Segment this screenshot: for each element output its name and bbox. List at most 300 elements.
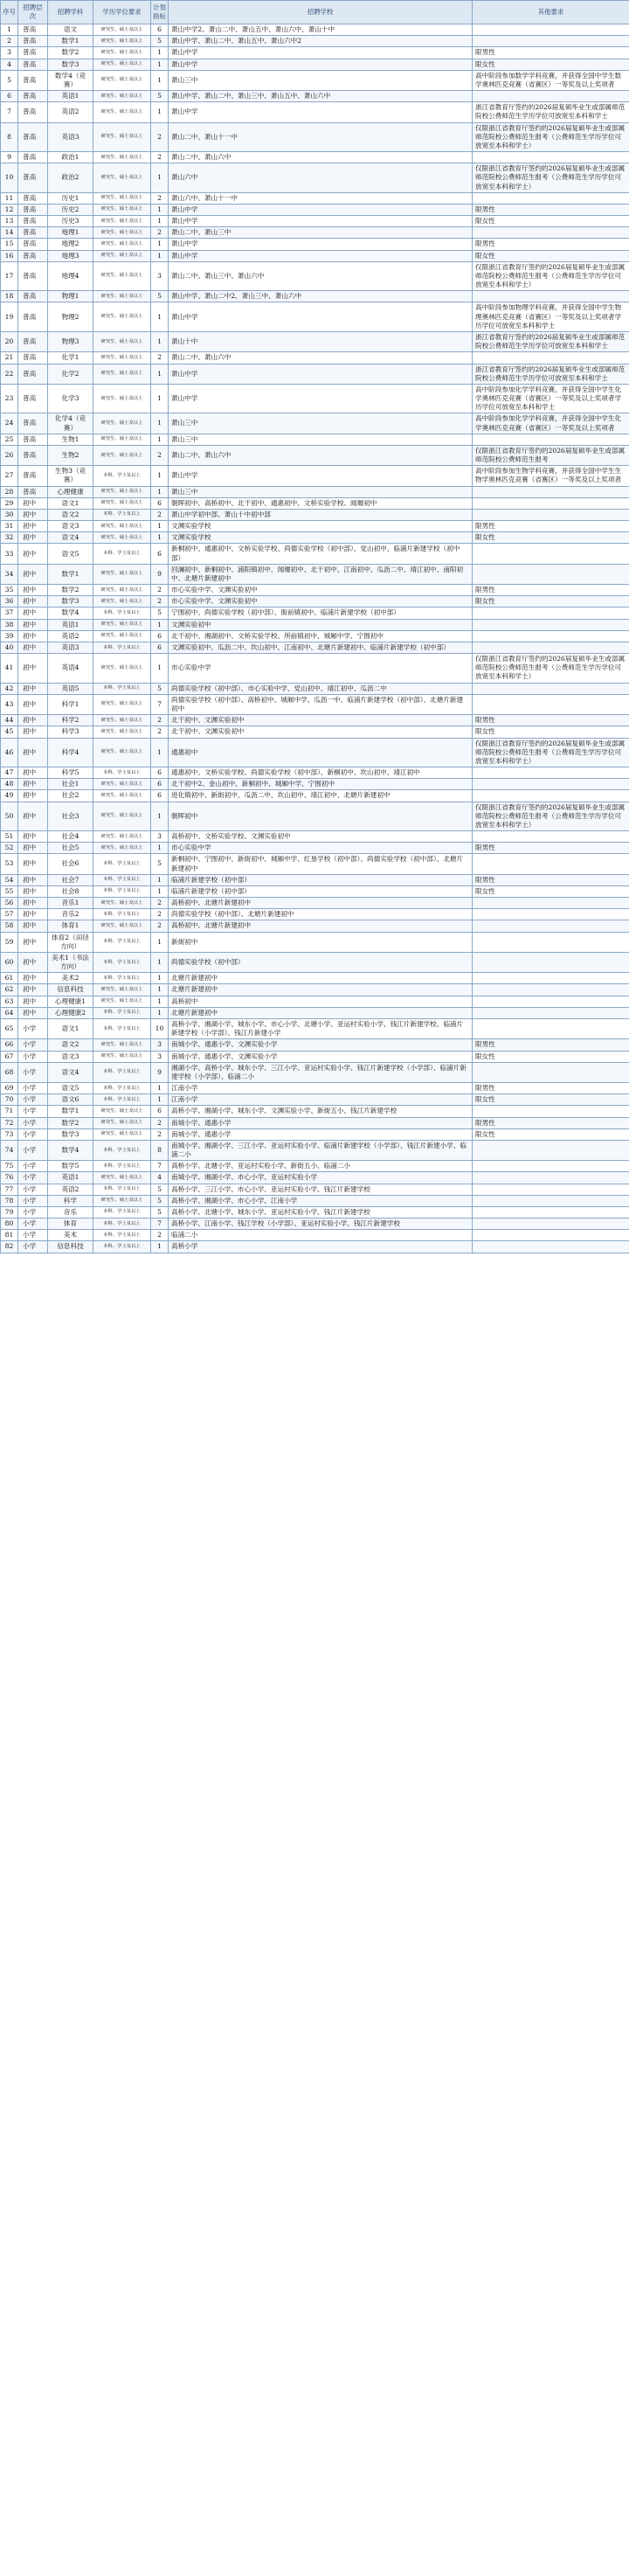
row-school: 尚德实验学校（初中部）、市心实验中学、党山初中、靖江初中、瓜沥二中: [169, 683, 473, 694]
row-subject: 社会8: [48, 885, 93, 897]
table-row: [1, 163, 629, 193]
row-education: 研究生、硕士及以上: [93, 843, 151, 854]
row-level: 普高: [18, 445, 48, 465]
row-count: 1: [151, 654, 169, 684]
header-subject: 招聘学科: [48, 1, 93, 24]
row-school: 萧山中学: [169, 47, 473, 59]
row-education: 研究生、硕士及以上: [93, 790, 151, 802]
row-education: 本科、学士及以上: [93, 683, 151, 694]
row-count: 2: [151, 898, 169, 909]
row-count: 3: [151, 1051, 169, 1062]
row-education: 研究生、硕士及以上: [93, 227, 151, 239]
row-requirements: [473, 1161, 629, 1172]
row-education: 本科、学士及以上: [93, 854, 151, 874]
row-school: 文渊实验初中: [169, 619, 473, 630]
row-education: 研究生、硕士及以上: [93, 122, 151, 152]
row-school: 萧山中学: [169, 250, 473, 261]
row-school: 文渊实验初中、瓜沥二中、坎山初中、江南初中、北塘片新建初中、临浦片新建学校（初中部）: [169, 642, 473, 653]
row-number: 27: [1, 466, 18, 486]
row-number: 23: [1, 384, 18, 413]
row-subject: 社会4: [48, 831, 93, 843]
row-school: 市心实验中学、文渊实验初中: [169, 585, 473, 596]
row-school: 南城小学、湘湖小学、三江小学、亚运村实验小学、临浦片新建学校（小学部）、钱江片新建小学、临浦二小: [169, 1140, 473, 1160]
row-count: 5: [151, 291, 169, 302]
row-subject: 英语2: [48, 630, 93, 642]
table-row: [1, 1117, 629, 1128]
row-education: 研究生、硕士及以上: [93, 152, 151, 163]
row-education: 本科、学士及以上: [93, 544, 151, 564]
row-count: 2: [151, 726, 169, 738]
row-subject: 语文1: [48, 497, 93, 509]
row-number: 30: [1, 509, 18, 520]
row-school: 萧山十中: [169, 331, 473, 351]
row-subject: 心理健康: [48, 486, 93, 497]
row-education: 本科、学士及以上: [93, 1007, 151, 1018]
row-count: 2: [151, 509, 169, 520]
row-subject: 数学4: [48, 608, 93, 619]
row-number: 44: [1, 715, 18, 726]
row-subject: 数学5: [48, 1161, 93, 1172]
row-education: 研究生、硕士及以上: [93, 302, 151, 332]
row-requirements: [473, 152, 629, 163]
row-requirements: 限男性: [473, 585, 629, 596]
row-requirements: [473, 227, 629, 239]
row-requirements: 限女性: [473, 1128, 629, 1140]
row-count: 2: [151, 909, 169, 920]
table-row: [1, 984, 629, 996]
row-count: 1: [151, 619, 169, 630]
row-subject: 语文5: [48, 1083, 93, 1094]
row-level: 普高: [18, 59, 48, 70]
table-row: [1, 434, 629, 445]
row-number: 63: [1, 996, 18, 1007]
row-number: 5: [1, 70, 18, 90]
table-row: [1, 952, 629, 972]
row-subject: 心理健康2: [48, 1007, 93, 1018]
row-requirements: [473, 642, 629, 653]
row-count: 6: [151, 779, 169, 790]
row-school: 高桥初中: [169, 996, 473, 1007]
row-requirements: 限男性: [473, 47, 629, 59]
table-row: [1, 630, 629, 642]
row-level: 初中: [18, 767, 48, 779]
table-body: [1, 24, 629, 1253]
table-row: [1, 364, 629, 384]
row-count: 1: [151, 47, 169, 59]
row-level: 普高: [18, 364, 48, 384]
row-number: 42: [1, 683, 18, 694]
table-row: [1, 973, 629, 984]
row-level: 普高: [18, 47, 48, 59]
table-row: [1, 544, 629, 564]
row-requirements: [473, 497, 629, 509]
row-education: 研究生、硕士及以上: [93, 331, 151, 351]
row-count: 7: [151, 1161, 169, 1172]
row-requirements: [473, 1206, 629, 1218]
row-education: 研究生、硕士及以上: [93, 70, 151, 90]
row-education: 研究生、硕士及以上: [93, 413, 151, 434]
row-number: 28: [1, 486, 18, 497]
row-count: 5: [151, 683, 169, 694]
row-number: 64: [1, 1007, 18, 1018]
table-row: [1, 352, 629, 364]
row-number: 20: [1, 331, 18, 351]
row-subject: 数学2: [48, 47, 93, 59]
table-row: [1, 920, 629, 932]
row-number: 65: [1, 1018, 18, 1038]
row-level: 初中: [18, 738, 48, 767]
row-subject: 英语3: [48, 642, 93, 653]
row-school: 南城小学、湘湖小学、市心小学、亚运村实验小学: [169, 1172, 473, 1184]
row-education: 本科、学士及以上: [93, 1062, 151, 1082]
row-subject: 物理3: [48, 331, 93, 351]
row-school: 萧山中学: [169, 216, 473, 227]
row-level: 初中: [18, 996, 48, 1007]
row-count: 6: [151, 544, 169, 564]
table-row: [1, 1039, 629, 1051]
row-level: 普高: [18, 204, 48, 215]
row-subject: 社会7: [48, 874, 93, 885]
row-school: 朝晖初中、高桥初中、北干初中、通惠初中、文桥实验学校、闻堰初中: [169, 497, 473, 509]
row-school: 高桥小学: [169, 1241, 473, 1253]
row-education: 研究生、硕士及以上: [93, 1051, 151, 1062]
row-level: 初中: [18, 726, 48, 738]
row-school: 萧山中学、萧山二中、萧山三中、萧山五中、萧山六中: [169, 91, 473, 102]
row-requirements: [473, 984, 629, 996]
row-school: 萧山中学2、萧山二中、萧山五中、萧山六中、萧山十中: [169, 24, 473, 36]
row-school: 宁围初中、尚德实验学校（初中部）、衙前镇初中、临浦片新建学校（初中部）: [169, 608, 473, 619]
row-school: 北干初中、文渊实验初中: [169, 726, 473, 738]
row-education: 研究生、硕士及以上: [93, 1106, 151, 1117]
row-subject: 英语1: [48, 1172, 93, 1184]
row-level: 初中: [18, 885, 48, 897]
row-requirements: 限男性: [473, 239, 629, 250]
row-count: 1: [151, 885, 169, 897]
row-level: 初中: [18, 509, 48, 520]
row-subject: 科学3: [48, 726, 93, 738]
row-education: 研究生、硕士及以上: [93, 585, 151, 596]
row-number: 24: [1, 413, 18, 434]
row-subject: 语文2: [48, 1039, 93, 1051]
row-subject: 语文: [48, 24, 93, 36]
table-row: [1, 1083, 629, 1094]
row-education: 本科、学士及以上: [93, 466, 151, 486]
row-school: 萧山中学: [169, 302, 473, 332]
row-level: 初中: [18, 874, 48, 885]
row-education: 研究生、硕士及以上: [93, 497, 151, 509]
row-number: 9: [1, 152, 18, 163]
row-level: 初中: [18, 909, 48, 920]
row-level: 小学: [18, 1051, 48, 1062]
table-row: [1, 331, 629, 351]
row-number: 16: [1, 250, 18, 261]
table-row: [1, 250, 629, 261]
row-education: 本科、学士及以上: [93, 1161, 151, 1172]
row-subject: 语文4: [48, 1062, 93, 1082]
row-number: 10: [1, 163, 18, 193]
row-number: 26: [1, 445, 18, 465]
row-level: 小学: [18, 1230, 48, 1241]
row-subject: 心理健康1: [48, 996, 93, 1007]
table-row: [1, 204, 629, 215]
row-requirements: 高中阶段参加化学学科竞赛，并获得全国中学生化学奥林匹克竞赛（省赛区）一等奖及以上奖项者学历学位可放宽至本科和学士: [473, 384, 629, 413]
row-requirements: 限男性: [473, 1117, 629, 1128]
table-row: [1, 102, 629, 122]
row-requirements: 仅限浙江省教育厅签约的2026届复硕毕业生或部属师范院校公费师范生报考（公费师范生学历学位可放宽至本科和学士）: [473, 802, 629, 831]
row-number: 36: [1, 596, 18, 608]
table-row: [1, 227, 629, 239]
row-level: 普高: [18, 331, 48, 351]
row-requirements: 浙江省教育厅签约的2026届复硕毕业生或部属师范院校公费师范生学历学位可放宽至本科和学士: [473, 102, 629, 122]
row-school: 尚德实验学校（初中部）: [169, 952, 473, 972]
table-row: [1, 909, 629, 920]
row-education: 研究生、硕士及以上: [93, 831, 151, 843]
row-count: 1: [151, 216, 169, 227]
row-subject: 英语1: [48, 619, 93, 630]
table-row: [1, 152, 629, 163]
row-level: 普高: [18, 239, 48, 250]
table-row: [1, 767, 629, 779]
row-number: 1: [1, 24, 18, 36]
row-subject: 科学1: [48, 694, 93, 714]
row-count: 1: [151, 1083, 169, 1094]
row-level: 普高: [18, 466, 48, 486]
row-requirements: [473, 1007, 629, 1018]
row-number: 59: [1, 932, 18, 952]
table-row: [1, 521, 629, 532]
row-count: 1: [151, 466, 169, 486]
row-requirements: 限男性: [473, 843, 629, 854]
row-count: 1: [151, 250, 169, 261]
row-number: 40: [1, 642, 18, 653]
row-requirements: [473, 608, 629, 619]
table-row: [1, 1241, 629, 1253]
row-school: 萧山中学初中部、萧山十中初中部: [169, 509, 473, 520]
row-requirements: 仅限浙江省教育厅签约的2026届复硕毕业生或部属师范院校公费师范生报考（公费师范生学历学位可放宽至本科和学士）: [473, 122, 629, 152]
row-level: 初中: [18, 683, 48, 694]
row-count: 6: [151, 24, 169, 36]
row-number: 81: [1, 1230, 18, 1241]
row-number: 72: [1, 1117, 18, 1128]
row-requirements: [473, 779, 629, 790]
row-number: 49: [1, 790, 18, 802]
row-count: 6: [151, 630, 169, 642]
table-row: [1, 1062, 629, 1082]
row-subject: 地理1: [48, 227, 93, 239]
row-requirements: [473, 1018, 629, 1038]
row-level: 小学: [18, 1083, 48, 1094]
row-number: 62: [1, 984, 18, 996]
row-subject: 语文1: [48, 1018, 93, 1038]
row-requirements: [473, 1241, 629, 1253]
row-subject: 体育2（田径方向）: [48, 932, 93, 952]
row-level: 普高: [18, 302, 48, 332]
row-count: 8: [151, 1140, 169, 1160]
row-education: 研究生、硕士及以上: [93, 434, 151, 445]
row-requirements: [473, 1172, 629, 1184]
row-number: 39: [1, 630, 18, 642]
row-number: 3: [1, 47, 18, 59]
row-education: 本科、学士及以上: [93, 1206, 151, 1218]
row-subject: 生物1: [48, 434, 93, 445]
row-requirements: 限男性: [473, 874, 629, 885]
row-subject: 化学3: [48, 384, 93, 413]
row-education: 研究生、硕士及以上: [93, 596, 151, 608]
row-subject: 生物3（竞赛）: [48, 466, 93, 486]
table-row: [1, 486, 629, 497]
row-subject: 地理4: [48, 261, 93, 291]
row-school: 高桥初中、北塘片新建初中: [169, 898, 473, 909]
row-school: 萧山中学: [169, 59, 473, 70]
row-count: 1: [151, 932, 169, 952]
row-count: 2: [151, 1128, 169, 1140]
row-number: 56: [1, 898, 18, 909]
row-subject: 美术2: [48, 973, 93, 984]
row-level: 初中: [18, 831, 48, 843]
row-level: 普高: [18, 413, 48, 434]
row-subject: 社会6: [48, 854, 93, 874]
table-row: [1, 596, 629, 608]
row-subject: 数学3: [48, 59, 93, 70]
row-education: 本科、学士及以上: [93, 885, 151, 897]
row-level: 普高: [18, 216, 48, 227]
row-education: 研究生、硕士及以上: [93, 364, 151, 384]
row-number: 58: [1, 920, 18, 932]
row-count: 2: [151, 585, 169, 596]
row-school: 萧山中学、萧山二中、萧山五中、萧山六中2: [169, 36, 473, 47]
row-requirements: 限女性: [473, 596, 629, 608]
row-requirements: [473, 683, 629, 694]
row-requirements: 限女性: [473, 59, 629, 70]
row-level: 小学: [18, 1094, 48, 1106]
row-school: 萧山中学: [169, 102, 473, 122]
row-number: 67: [1, 1051, 18, 1062]
row-count: 1: [151, 521, 169, 532]
row-requirements: [473, 352, 629, 364]
header-level: 招聘层次: [18, 1, 48, 24]
row-count: 1: [151, 973, 169, 984]
row-level: 小学: [18, 1018, 48, 1038]
row-subject: 科学: [48, 1195, 93, 1206]
row-requirements: [473, 854, 629, 874]
row-subject: 语文3: [48, 1051, 93, 1062]
row-requirements: [473, 434, 629, 445]
row-education: 研究生、硕士及以上: [93, 619, 151, 630]
row-level: 普高: [18, 122, 48, 152]
row-education: 本科、学士及以上: [93, 608, 151, 619]
row-school: 文渊实验学校: [169, 532, 473, 544]
row-level: 初中: [18, 790, 48, 802]
header-no: 序号: [1, 1, 18, 24]
row-education: 研究生、硕士及以上: [93, 486, 151, 497]
row-school: 高桥初中、文桥实验学校、文渊实验初中: [169, 831, 473, 843]
row-number: 80: [1, 1219, 18, 1230]
row-education: 本科、学士及以上: [93, 1184, 151, 1195]
row-school: 萧山二中、萧山三中、萧山六中: [169, 261, 473, 291]
row-subject: 英语1: [48, 91, 93, 102]
row-number: 52: [1, 843, 18, 854]
row-education: 研究生、硕士及以上: [93, 715, 151, 726]
row-subject: 语文3: [48, 521, 93, 532]
table-row: [1, 642, 629, 653]
row-requirements: 浙江省教育厅签约的2026届复硕毕业生或部属师范院校公费师范生学历学位可放宽至本科和学士: [473, 364, 629, 384]
row-level: 初中: [18, 654, 48, 684]
table-row: [1, 1007, 629, 1018]
row-subject: 数学3: [48, 1128, 93, 1140]
row-count: 2: [151, 352, 169, 364]
row-level: 初中: [18, 608, 48, 619]
row-requirements: 高中阶段参加数学学科竞赛，并获得全国中学生数学奥林匹克竞赛（省赛区）一等奖及以上奖项者: [473, 70, 629, 90]
table-row: [1, 24, 629, 36]
table-row: [1, 1018, 629, 1038]
row-count: 1: [151, 384, 169, 413]
row-school: 通惠初中、文桥实验学校、尚德实验学校（初中部）、新桐初中、坎山初中、靖江初中: [169, 767, 473, 779]
row-school: 新街初中: [169, 932, 473, 952]
row-education: 研究生、硕士及以上: [93, 802, 151, 831]
row-requirements: [473, 192, 629, 204]
table-row: [1, 70, 629, 90]
table-row: [1, 1206, 629, 1218]
row-level: 小学: [18, 1062, 48, 1082]
row-level: 小学: [18, 1219, 48, 1230]
table-row: [1, 1128, 629, 1140]
row-education: 研究生、硕士及以上: [93, 59, 151, 70]
row-count: 1: [151, 874, 169, 885]
table-row: [1, 738, 629, 767]
row-education: 研究生、硕士及以上: [93, 163, 151, 193]
row-school: 新桐初中、宁围初中、新街初中、城厢中学、红垦学校（初中部）、尚德实验学校（初中部）、北塘片新建初中: [169, 854, 473, 874]
row-count: 2: [151, 596, 169, 608]
row-education: 研究生、硕士及以上: [93, 564, 151, 584]
row-school: 高桥小学、湘湖小学、市心小学、江南小学: [169, 1195, 473, 1206]
row-subject: 数学1: [48, 564, 93, 584]
row-education: 研究生、硕士及以上: [93, 1195, 151, 1206]
row-school: 高桥小学、北塘小学、城东小学、亚运村实验小学、钱江片新建学校: [169, 1206, 473, 1218]
row-requirements: 仅限浙江省教育厅签约的2026届复硕毕业生或部属师范院校公费师范生报考（公费师范生学历学位可放宽至本科和学士）: [473, 261, 629, 291]
row-subject: 历史1: [48, 192, 93, 204]
header-count: 计划指标: [151, 1, 169, 24]
table-row: [1, 239, 629, 250]
row-number: 22: [1, 364, 18, 384]
row-education: 研究生、硕士及以上: [93, 261, 151, 291]
row-subject: 英语2: [48, 1184, 93, 1195]
row-level: 初中: [18, 973, 48, 984]
row-count: 2: [151, 715, 169, 726]
row-education: 研究生、硕士及以上: [93, 1172, 151, 1184]
row-number: 75: [1, 1161, 18, 1172]
row-level: 初中: [18, 619, 48, 630]
table-row: [1, 843, 629, 854]
row-requirements: 高中阶段参加化学学科竞赛，并获得全国中学生化学奥林匹克竞赛（省赛区）一等奖及以上奖项者: [473, 413, 629, 434]
row-requirements: 限女性: [473, 1094, 629, 1106]
row-subject: 科学4: [48, 738, 93, 767]
row-requirements: 限女性: [473, 885, 629, 897]
row-subject: 社会1: [48, 779, 93, 790]
row-education: 本科、学士及以上: [93, 1083, 151, 1094]
row-number: 11: [1, 192, 18, 204]
row-subject: 英语4: [48, 654, 93, 684]
table-row: [1, 1184, 629, 1195]
row-number: 82: [1, 1241, 18, 1253]
row-number: 7: [1, 102, 18, 122]
row-number: 57: [1, 909, 18, 920]
row-requirements: 限男性: [473, 521, 629, 532]
row-number: 15: [1, 239, 18, 250]
row-count: 6: [151, 497, 169, 509]
row-subject: 体育1: [48, 920, 93, 932]
row-number: 41: [1, 654, 18, 684]
row-level: 普高: [18, 163, 48, 193]
